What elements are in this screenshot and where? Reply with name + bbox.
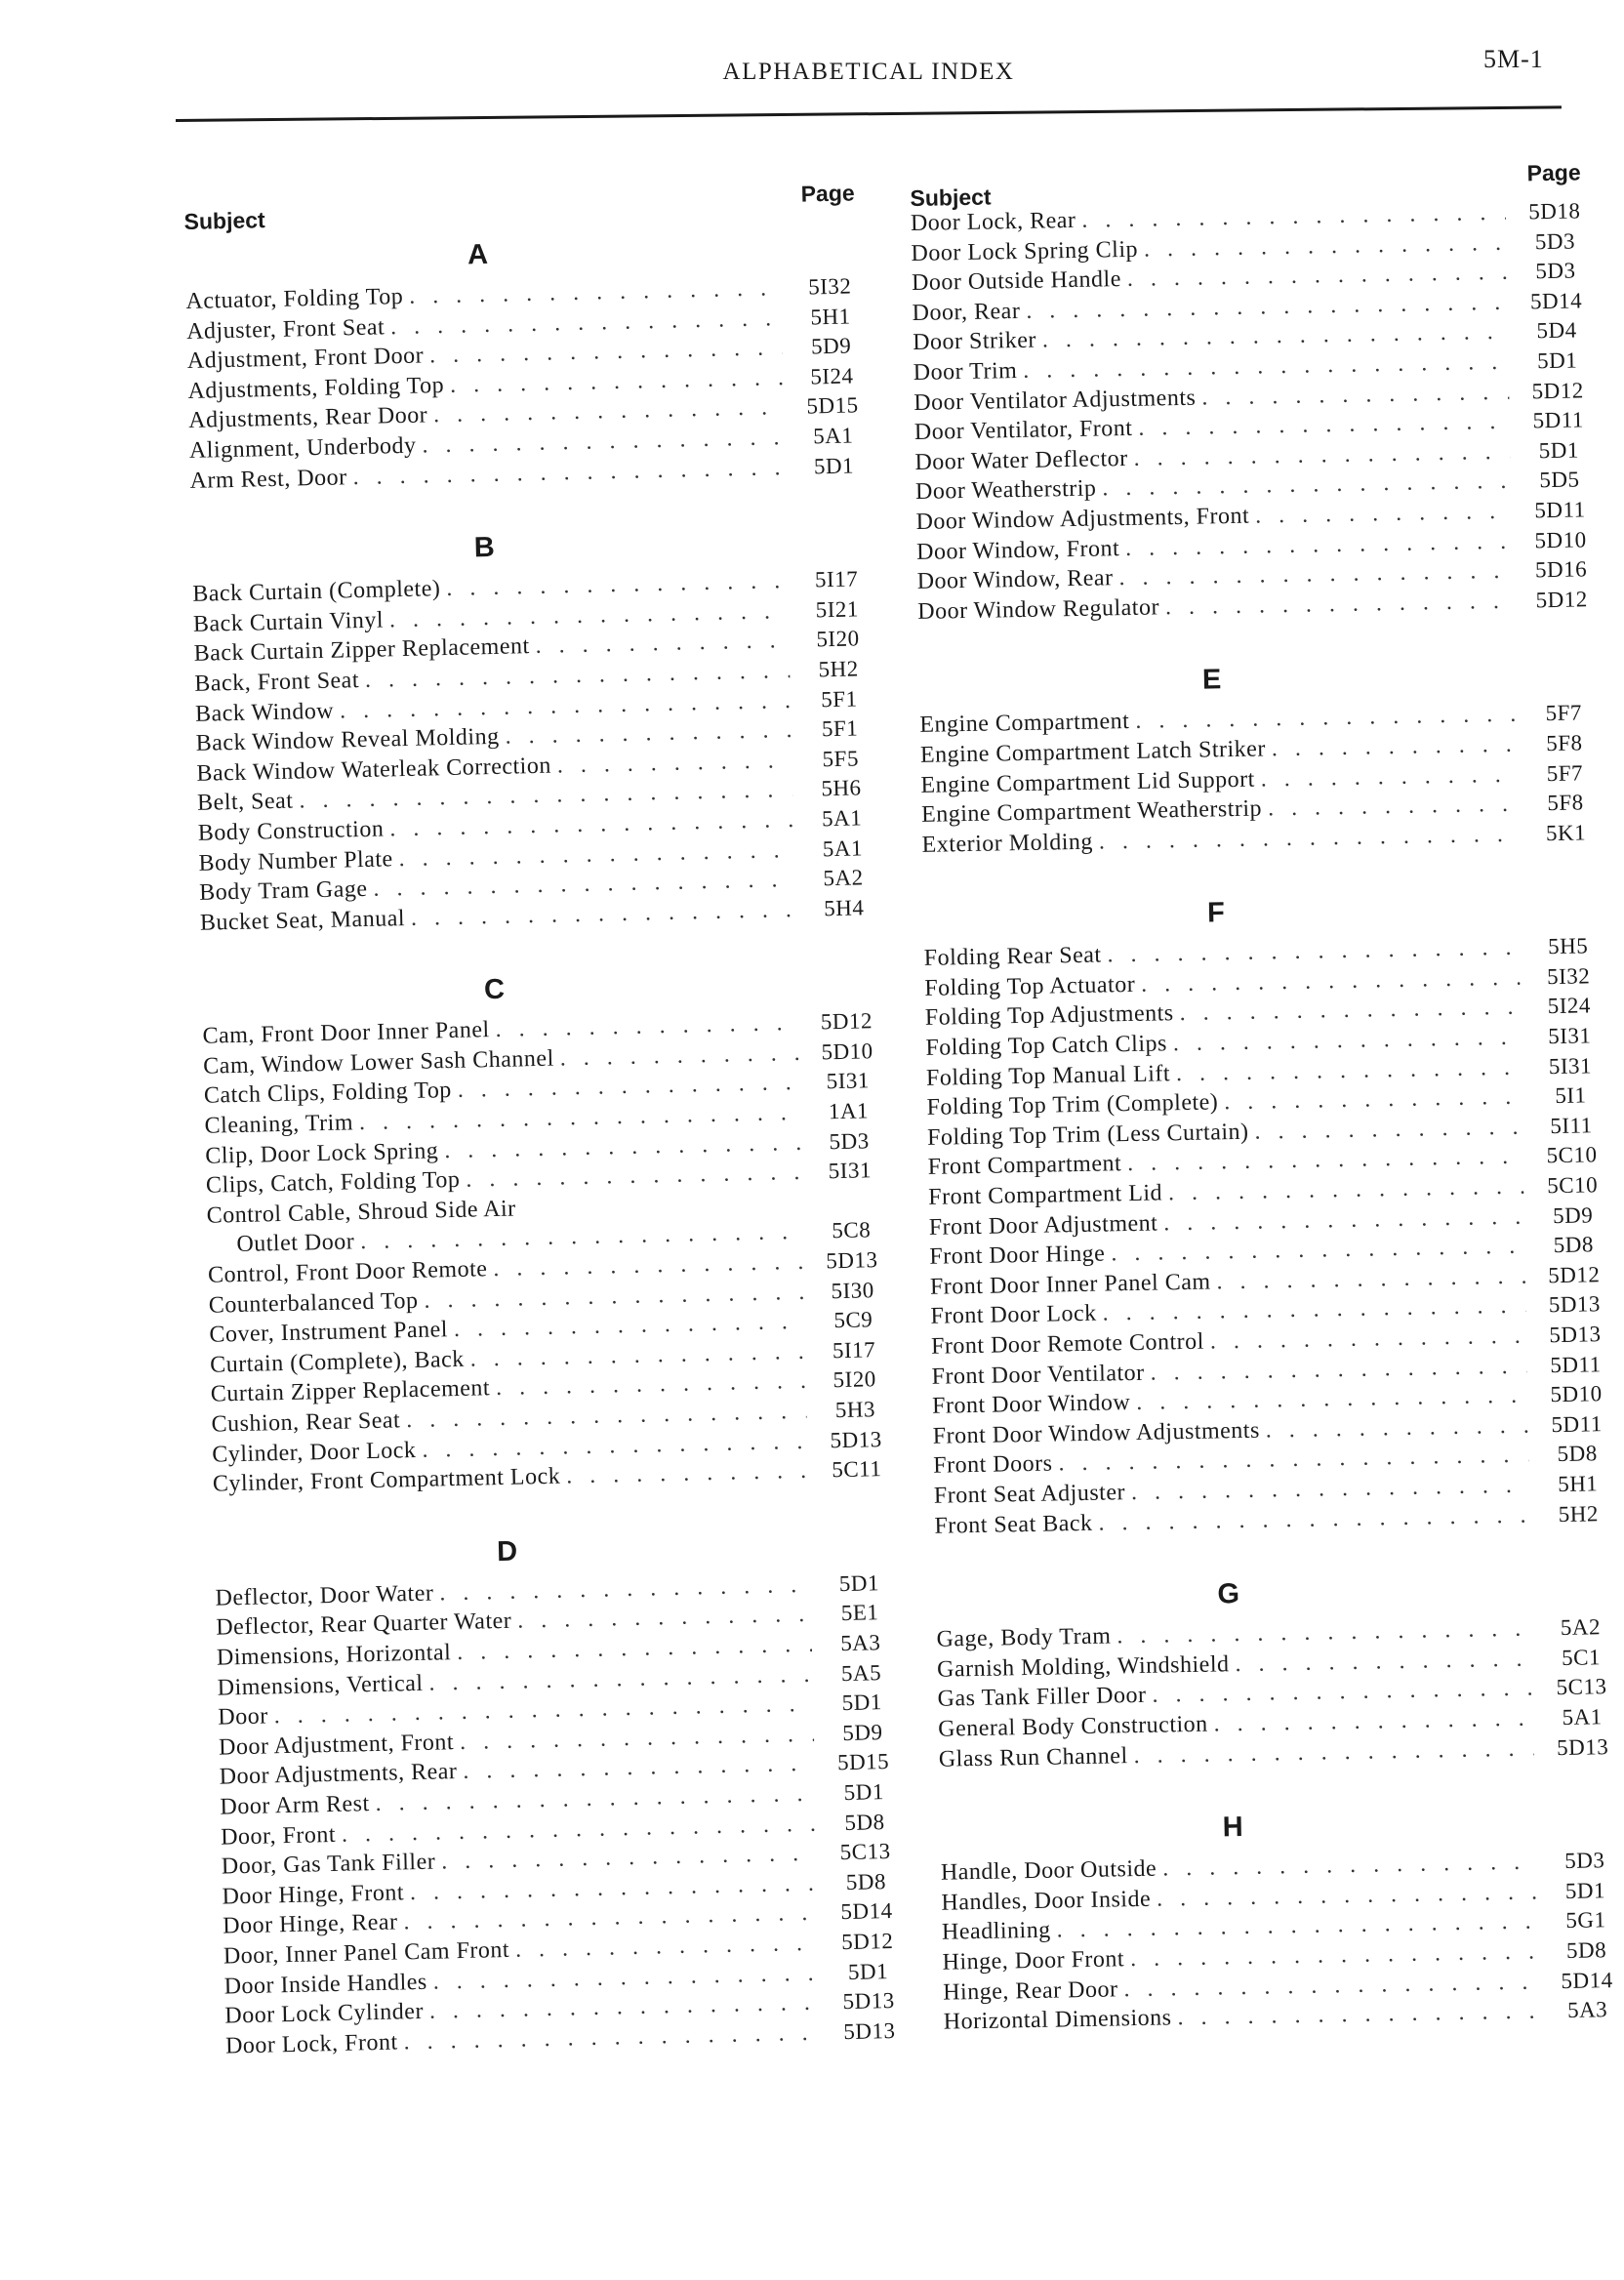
section-letter: B — [473, 532, 496, 564]
entry-page-ref: 5H3 — [834, 1397, 876, 1423]
entry-subject: Front Doors — [933, 1450, 1053, 1480]
dot-leader — [1162, 1850, 1536, 1883]
index-sections — [184, 219, 919, 2093]
dot-leader — [1224, 1084, 1522, 1117]
entry-page-ref: 5H5 — [1547, 933, 1589, 959]
dot-leader — [1165, 588, 1514, 621]
entry-page-ref: 5I32 — [1546, 963, 1591, 990]
dot-leader — [1168, 1174, 1524, 1207]
entry-subject: Cylinder, Door Lock — [211, 1437, 417, 1468]
entry-page-ref: 5D10 — [821, 1038, 873, 1065]
index-column-right — [910, 159, 1624, 2068]
entry-page-ref: 5D8 — [1557, 1441, 1598, 1467]
entry-subject: Door Lock, Front — [224, 2029, 398, 2059]
entry-subject: Door Arm Rest — [220, 1791, 370, 1820]
entry-subject: Adjuster, Front Seat — [185, 313, 386, 345]
entry-subject: Folding Top Manual Lift — [925, 1060, 1171, 1091]
entry-subject: Engine Compartment Weatherstrip — [920, 795, 1263, 828]
dot-leader — [1150, 1353, 1526, 1386]
section-letter: F — [1206, 897, 1226, 929]
entry-page-ref: 5D9 — [810, 333, 852, 359]
entry-page-ref: 5D14 — [1529, 288, 1583, 314]
entry-page-ref: 5D5 — [1539, 467, 1580, 493]
entry-subject: Door Window Adjustments, Front — [915, 503, 1250, 535]
index-column-left — [183, 180, 919, 2093]
dot-leader — [505, 717, 792, 751]
entry-subject: Door, Inner Panel Cam Front — [223, 1936, 510, 1970]
entry-subject: Catch Clips, Folding Top — [203, 1078, 453, 1110]
dot-leader — [559, 1040, 798, 1073]
entry-subject: Curtain (Complete), Back — [209, 1346, 466, 1378]
entry-page-ref: 5D1 — [838, 1569, 880, 1596]
entry-subject: Cleaning, Trim — [204, 1110, 354, 1139]
entry-page-ref: 5I32 — [807, 273, 852, 300]
entry-subject: Deflector, Rear Quarter Water — [216, 1608, 512, 1641]
entry-page-ref: 5D8 — [844, 1809, 885, 1835]
dot-leader — [1133, 439, 1510, 472]
entry-subject: Front Door Window Adjustments — [932, 1417, 1261, 1449]
entry-subject: Front Door Hinge — [929, 1241, 1106, 1271]
entry-subject: Back Curtain Zipper Replacement — [193, 633, 530, 668]
entry-subject: Glass Run Channel — [938, 1742, 1128, 1772]
entry-subject: Door Ventilator Adjustments — [914, 385, 1197, 416]
entry-subject: Headlining — [941, 1917, 1051, 1946]
entry-page-ref: 5H1 — [810, 304, 851, 330]
entry-page-ref: 5D13 — [830, 1426, 882, 1452]
entry-page-ref: 5D3 — [1534, 228, 1576, 254]
entry-subject: Adjustments, Rear Door — [187, 402, 428, 434]
entry-page-ref: 5D11 — [1550, 1351, 1602, 1377]
entry-subject: Folding Top Trim (Less Curtain) — [926, 1119, 1249, 1151]
entry-page-ref: 5F8 — [1547, 790, 1584, 816]
subject-heading: Subject — [910, 183, 992, 211]
entry-page-ref: 5I17 — [814, 566, 859, 592]
entry-subject: Folding Top Adjustments — [924, 1000, 1174, 1032]
entry-page-ref: 5H6 — [821, 775, 862, 801]
entry-page-ref: 5C1 — [1561, 1645, 1602, 1670]
dot-leader — [493, 1249, 803, 1282]
entry-page-ref: 5C13 — [839, 1839, 891, 1865]
entry-page-ref: 5C13 — [1556, 1674, 1607, 1700]
entry-page-ref: 5D11 — [1532, 407, 1585, 433]
entry-page-ref: 5D1 — [1564, 1877, 1606, 1903]
entry-subject: Cam, Window Lower Sash Channel — [202, 1045, 555, 1079]
entry-subject: Hinge, Door Front — [942, 1946, 1125, 1975]
entry-subject: Door Lock, Rear — [910, 207, 1076, 236]
entry-subject: Handles, Door Inside — [941, 1886, 1152, 1916]
entry-page-ref: 5D14 — [840, 1898, 893, 1925]
dot-leader — [1235, 1646, 1532, 1678]
entry-subject: Alignment, Underbody — [188, 432, 417, 464]
entry-subject: Back Window — [194, 698, 335, 727]
entry-page-ref: 5D12 — [1535, 587, 1588, 613]
entry-subject: Control, Front Door Remote — [207, 1256, 488, 1288]
entry-page-ref: 5D13 — [1549, 1322, 1602, 1348]
entry-subject: Engine Compartment — [919, 709, 1130, 739]
entry-subject: Back Curtain (Complete) — [191, 576, 441, 608]
dot-leader — [1144, 229, 1507, 263]
entry-subject: Door — [218, 1703, 269, 1730]
dot-leader — [1255, 499, 1512, 530]
entry-subject: Adjustments, Folding Top — [187, 372, 445, 404]
entry-page-ref: 5I20 — [832, 1366, 877, 1393]
entry-page-ref: 5H2 — [1558, 1500, 1600, 1527]
entry-subject: Door, Gas Tank Filler — [221, 1849, 436, 1880]
entry-subject: Front Door Inner Panel Cam — [929, 1269, 1211, 1300]
entry-subject: Door, Front — [220, 1821, 337, 1851]
entry-page-ref: 5I31 — [826, 1068, 871, 1094]
entry-page-ref: 5D8 — [1553, 1232, 1595, 1258]
entry-page-ref: 5A1 — [812, 423, 854, 449]
entry-page-ref: 5I1 — [1555, 1082, 1587, 1109]
dot-leader — [1141, 965, 1521, 998]
section-letter: D — [496, 1535, 518, 1568]
entry-subject: Cushion, Rear Seat — [211, 1407, 401, 1438]
dot-leader — [495, 1010, 797, 1043]
dot-leader — [515, 1931, 819, 1964]
entry-page-ref: 5D4 — [1536, 317, 1577, 344]
dot-leader — [1272, 732, 1517, 763]
dot-leader — [1213, 1705, 1533, 1737]
entry-page-ref: 5A1 — [822, 835, 864, 861]
dot-leader — [566, 1458, 808, 1490]
entry-subject: Folding Top Catch Clips — [925, 1031, 1168, 1061]
entry-page-ref: 5I21 — [815, 596, 860, 623]
entry-page-ref: 5D8 — [845, 1868, 887, 1894]
entry-page-ref: 5A2 — [1560, 1614, 1602, 1641]
subject-heading: Subject — [183, 207, 265, 234]
entry-page-ref: 5F5 — [822, 746, 860, 772]
entry-page-ref: 5D1 — [1536, 347, 1578, 374]
entry-subject: Front Seat Back — [934, 1510, 1093, 1539]
entry-subject: Door Adjustments, Rear — [219, 1759, 458, 1790]
entry-subject: Garnish Molding, Windshield — [936, 1651, 1230, 1683]
entry-subject: Bucket Seat, Manual — [199, 905, 406, 936]
entry-page-ref: 5I24 — [1547, 993, 1592, 1019]
entry-page-ref: 5D12 — [840, 1928, 894, 1955]
entry-page-ref: 5H1 — [1557, 1471, 1599, 1497]
entry-subject: Door Outside Handle — [911, 266, 1122, 297]
entry-page-ref: 5D1 — [843, 1779, 885, 1806]
entry-page-ref: 5D12 — [820, 1008, 873, 1035]
entry-page-ref: 5D11 — [1534, 497, 1586, 523]
entry-page-ref: 5D12 — [1548, 1262, 1601, 1288]
entry-subject: Door Inside Handles — [223, 1969, 428, 2000]
entry-page-ref: 5A5 — [840, 1659, 882, 1686]
entry-subject: Door Ventilator, Front — [914, 416, 1133, 446]
entry-subject: Body Number Plate — [198, 845, 393, 876]
entry-page-ref: 5A1 — [1562, 1704, 1603, 1730]
page-title: ALPHABETICAL INDEX — [722, 59, 1015, 85]
entry-subject: Belt, Seat — [196, 788, 294, 817]
dot-leader — [1135, 702, 1515, 735]
entry-page-ref: 5E1 — [840, 1600, 879, 1626]
entry-subject: Door Lock Cylinder — [224, 1998, 425, 2029]
entry-subject: Folding Top Actuator — [924, 971, 1136, 1001]
entry-page-ref: 5D12 — [1531, 377, 1585, 403]
entry-subject: Door, Rear — [912, 298, 1021, 326]
section-letter: H — [1222, 1812, 1243, 1844]
dot-leader — [1152, 1676, 1533, 1709]
entry-page-ref: 5D8 — [1565, 1937, 1607, 1963]
entry-page-ref: 5D1 — [841, 1690, 883, 1716]
entry-page-ref: 5D1 — [847, 1958, 889, 1984]
dot-leader — [1127, 260, 1508, 293]
dot-leader — [1261, 761, 1517, 793]
entry-page-ref: 5C10 — [1546, 1172, 1599, 1199]
entry-subject: Door Lock Spring Clip — [911, 236, 1139, 266]
dot-leader — [1201, 379, 1509, 411]
entry-page-ref: 5D18 — [1528, 198, 1581, 224]
entry-page-ref: 5F1 — [821, 715, 859, 742]
entry-subject: Hinge, Rear Door — [942, 1975, 1118, 2006]
entry-subject: Arm Rest, Door — [189, 464, 347, 494]
entry-page-ref: 5I31 — [828, 1158, 873, 1184]
entry-subject: Door Window, Front — [915, 535, 1120, 565]
entry-page-ref: 5D3 — [1564, 1848, 1605, 1874]
entry-subject: Door Adjustment, Front — [218, 1729, 455, 1761]
entry-subject: Actuator, Folding Top — [185, 283, 404, 314]
entry-page-ref: 5A3 — [1566, 1997, 1608, 2023]
entry-page-ref: 5H2 — [818, 656, 860, 682]
entry-page-ref: 5C11 — [832, 1456, 882, 1483]
entry-subject: Counterbalanced Top — [208, 1287, 419, 1319]
section-letter: A — [467, 238, 489, 271]
entry-subject: Door Striker — [912, 328, 1037, 356]
entry-subject: Engine Compartment Latch Striker — [919, 736, 1267, 768]
entry-page-ref: 5F1 — [820, 686, 858, 712]
index-sections — [918, 645, 1624, 2068]
dot-leader — [1138, 409, 1510, 442]
dot-leader — [1173, 1025, 1522, 1058]
entry-page-ref: 5D15 — [806, 392, 859, 419]
dot-leader — [1163, 1203, 1524, 1237]
entry-page-ref: 5D13 — [842, 1988, 895, 2015]
entry-subject: Door Trim — [913, 357, 1018, 386]
dot-leader — [1216, 1263, 1525, 1295]
dot-leader — [535, 628, 789, 660]
entry-subject: Folding Rear Seat — [923, 942, 1102, 972]
entry-subject: Front Door Adjustment — [928, 1210, 1158, 1241]
entry-subject: Door Water Deflector — [914, 445, 1128, 475]
entry-page-ref: 5I31 — [1548, 1023, 1592, 1049]
entry-subject: Front Seat Adjuster — [933, 1480, 1126, 1509]
entry-page-ref: 5G1 — [1565, 1907, 1606, 1934]
entry-page-ref: 5A3 — [839, 1630, 881, 1656]
entry-subject: Gas Tank Filler Door — [937, 1683, 1147, 1713]
entry-subject: Control Cable, Shroud Side Air — [206, 1196, 516, 1229]
entry-page-ref: 5D10 — [1534, 526, 1587, 552]
entry-subject: Door Hinge, Front — [222, 1880, 405, 1910]
entry-page-ref: 5I17 — [832, 1337, 876, 1364]
entry-subject: Deflector, Door Water — [215, 1580, 434, 1611]
entry-subject: Clips, Catch, Folding Top — [205, 1167, 461, 1199]
entry-subject: Cylinder, Front Compartment Lock — [212, 1463, 561, 1497]
entry-page-ref: 5D10 — [1550, 1381, 1603, 1407]
entry-page-ref: 5C9 — [833, 1307, 873, 1333]
entry-subject: General Body Construction — [938, 1711, 1208, 1742]
entry-page-ref: 5D13 — [826, 1247, 878, 1274]
entry-subject: Curtain Zipper Replacement — [210, 1375, 491, 1408]
entry-page-ref: 5D13 — [1556, 1733, 1609, 1760]
entry-subject: Front Door Window — [931, 1390, 1131, 1419]
dot-leader — [1210, 1323, 1527, 1356]
header-rule — [176, 105, 1562, 122]
dot-leader — [496, 1368, 806, 1402]
entry-subject: Outlet Door — [236, 1229, 355, 1258]
entry-subject: Door Window Regulator — [917, 594, 1160, 625]
entry-page-ref: 5D9 — [1552, 1201, 1594, 1228]
continued-entries — [911, 198, 1611, 658]
entry-subject: Dimensions, Horizontal — [216, 1640, 452, 1671]
dot-leader — [1179, 995, 1521, 1027]
entry-page-ref: 5F8 — [1545, 730, 1583, 756]
section-letter: C — [483, 974, 506, 1006]
entry-page-ref: 5D15 — [836, 1749, 890, 1775]
entry-subject: Front Door Remote Control — [930, 1328, 1205, 1360]
entry-page-ref: 5D9 — [842, 1719, 883, 1745]
dot-leader — [517, 1602, 812, 1635]
entry-page-ref: 5C8 — [832, 1217, 872, 1243]
entry-page-ref: 5D3 — [829, 1127, 870, 1154]
entry-page-ref: 5I30 — [831, 1277, 874, 1303]
entry-page-ref: 5A2 — [823, 865, 864, 891]
entry-page-ref: 5F7 — [1545, 700, 1583, 726]
entry-subject: Front Door Lock — [930, 1301, 1097, 1330]
dot-leader — [556, 748, 792, 779]
entry-subject: Door Weatherstrip — [914, 475, 1097, 506]
entry-subject: Handle, Door Outside — [940, 1855, 1157, 1886]
entry-page-ref: 5D13 — [843, 2017, 896, 2044]
entry-subject: Folding Top Trim (Complete) — [926, 1089, 1219, 1121]
entry-page-ref — [802, 1206, 900, 1208]
entry-subject: Body Tram Gage — [198, 876, 368, 906]
entry-page-ref: 5I31 — [1548, 1053, 1593, 1079]
entry-page-ref: 1A1 — [828, 1098, 870, 1124]
entry-page-ref: 5A1 — [821, 805, 863, 832]
entry-page-ref: 5C10 — [1546, 1142, 1598, 1168]
entry-page-ref: 5D14 — [1561, 1967, 1613, 1993]
section-letter: G — [1217, 1578, 1240, 1610]
entry-subject: Cam, Front Door Inner Panel — [202, 1017, 490, 1050]
entry-subject: Front Compartment — [927, 1151, 1122, 1181]
entry-page-ref: 5K1 — [1545, 820, 1587, 845]
entry-page-ref: 5D11 — [1551, 1410, 1603, 1437]
entry-subject: Engine Compartment Lid Support — [920, 766, 1255, 798]
entry-subject: Back Curtain Vinyl — [192, 607, 385, 637]
entry-page-ref: 5D13 — [1548, 1291, 1602, 1318]
entry-subject: Back Window Reveal Molding — [195, 723, 500, 756]
dot-leader — [1254, 1115, 1522, 1146]
entry-subject: Back Window Waterleak Correction — [196, 753, 552, 787]
section-letter: E — [1201, 664, 1222, 696]
entry-page-ref: 5H4 — [823, 895, 865, 920]
entry-subject: Gage, Body Tram — [936, 1623, 1112, 1652]
entry-page-ref: 5I20 — [816, 626, 860, 652]
entry-page-ref: 5F7 — [1546, 759, 1584, 786]
entry-subject: Horizontal Dimensions — [943, 2005, 1172, 2035]
page-heading: Page — [1526, 159, 1581, 186]
entry-subject: Back, Front Seat — [194, 667, 360, 697]
dot-leader — [1176, 1054, 1522, 1086]
entry-subject: Body Construction — [197, 816, 385, 846]
dot-leader — [1157, 1879, 1537, 1912]
dot-leader — [1177, 1999, 1539, 2032]
dot-leader — [1268, 792, 1517, 823]
entry-subject: Cover, Instrument Panel — [209, 1317, 449, 1348]
entry-page-ref: 5I24 — [810, 363, 854, 389]
entry-page-ref: 5D1 — [813, 453, 855, 478]
entry-subject: Front Door Ventilator — [931, 1360, 1145, 1390]
entry-subject: Front Compartment Lid — [928, 1180, 1163, 1210]
entry-subject: Door Window, Rear — [916, 565, 1114, 595]
dot-leader — [1266, 1412, 1528, 1444]
entry-subject: Clip, Door Lock Spring — [205, 1137, 439, 1169]
entry-page-ref: 5D3 — [1535, 258, 1576, 284]
entry-subject: Door Hinge, Rear — [222, 1909, 398, 1939]
entry-subject: Exterior Molding — [921, 829, 1094, 858]
page-number: 5M-1 — [1483, 45, 1544, 73]
entry-page-ref: 5D16 — [1534, 556, 1588, 583]
entry-subject: Adjustment, Front Door — [186, 343, 425, 375]
entry-page-ref: 5D1 — [1538, 437, 1580, 463]
page-heading: Page — [800, 180, 855, 207]
entry-page-ref: 5I11 — [1550, 1113, 1593, 1138]
entry-subject: Dimensions, Vertical — [217, 1670, 424, 1701]
